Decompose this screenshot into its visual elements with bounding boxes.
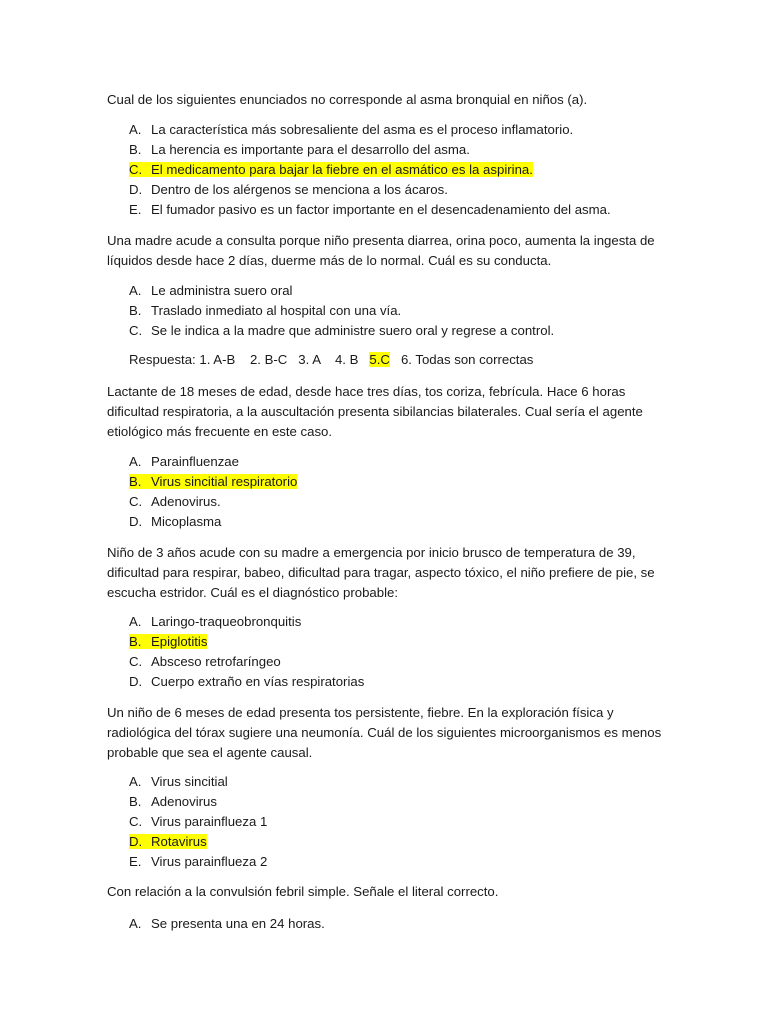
option-3d: D. Micoplasma	[129, 514, 222, 529]
option-1e: E. El fumador pasivo es un factor importante en el desencadenamiento del asma.	[129, 202, 611, 217]
question-3-stem: Lactante de 18 meses de edad, desde hace tres días, tos coriza, febrícula. Hace 6 horas dificultad respiratoria, a la auscultación presenta sibilancias bilaterales. Cual sería el agente etiológico más frecuente en este caso.	[107, 384, 643, 439]
option-2c: C. Se le indica a la madre que administre suero oral y regrese a control.	[129, 323, 555, 338]
question-4-stem: Niño de 3 años acude con su madre a emergencia por inicio brusco de temperatura de 39, dificultad para respirar, babeo, dificultad para tragar, aspecto tóxico, el niño prefiere de pie, se escucha estridor. Cuál es el diagnóstico probable:	[107, 545, 655, 600]
option-5c: C. Virus parainflueza 1	[129, 814, 268, 829]
question-6-options	[129, 914, 325, 934]
option-4c: C. Absceso retrofaríngeo	[129, 654, 281, 669]
question-5-stem: Un niño de 6 meses de edad presenta tos persistente, fiebre. En la exploración física y radiológica del tórax sugiere una neumonía. Cuál de los siguientes microorganismos es menos probable que sea el agente causal.	[107, 705, 662, 760]
option-4a: A. Laringo-traqueobronquitis	[129, 614, 302, 629]
answer-highlight: 5.C	[369, 352, 390, 367]
option-5b: B. Adenovirus	[129, 794, 217, 809]
option-4d: D. Cuerpo extraño en vías respiratorias	[129, 674, 365, 689]
option-2b: B. Traslado inmediato al hospital con una vía.	[129, 303, 402, 318]
option-3a: A. Parainfluenzae	[129, 454, 239, 469]
option-3b-highlighted: B. Virus sincitial respiratorio	[129, 474, 298, 489]
question-3-options	[129, 452, 297, 532]
option-2a: A. Le administra suero oral	[129, 283, 293, 298]
question-1-stem: Cual de los siguientes enunciados no corresponde al asma bronquial en niños (a).	[107, 92, 588, 107]
option-1d: D. Dentro de los alérgenos se menciona a los ácaros.	[129, 182, 448, 197]
option-4b-highlighted: B. Epiglotitis	[129, 634, 208, 649]
question-6-stem: Con relación a la convulsión febril simple. Señale el literal correcto.	[107, 884, 499, 899]
option-1a: A. La característica más sobresaliente del asma es el proceso inflamatorio.	[129, 122, 574, 137]
option-5d-highlighted: D. Rotavirus	[129, 834, 207, 849]
question-5-options	[129, 772, 267, 872]
option-5e: E. Virus parainflueza 2	[129, 854, 268, 869]
option-6a: A. Se presenta una en 24 horas.	[129, 916, 325, 931]
question-2-stem: Una madre acude a consulta porque niño presenta diarrea, orina poco, aumenta la ingesta de líquidos desde hace 2 días, duerme más de lo normal. Cuál es su conducta.	[107, 233, 655, 268]
option-3c: C. Adenovirus.	[129, 494, 221, 509]
option-1c-highlighted: C. El medicamento para bajar la fiebre en el asmático es la aspirina.	[129, 162, 533, 177]
question-4-options	[129, 612, 364, 692]
option-1b: B. La herencia es importante para el desarrollo del asma.	[129, 142, 470, 157]
option-5a: A. Virus sincitial	[129, 774, 228, 789]
question-2-options	[129, 281, 554, 341]
question-1-options	[129, 120, 611, 220]
answer-key: Respuesta: 1. A-B 2. B-C 3. A 4. B 5.C 6. Todas son correctas	[129, 352, 534, 367]
